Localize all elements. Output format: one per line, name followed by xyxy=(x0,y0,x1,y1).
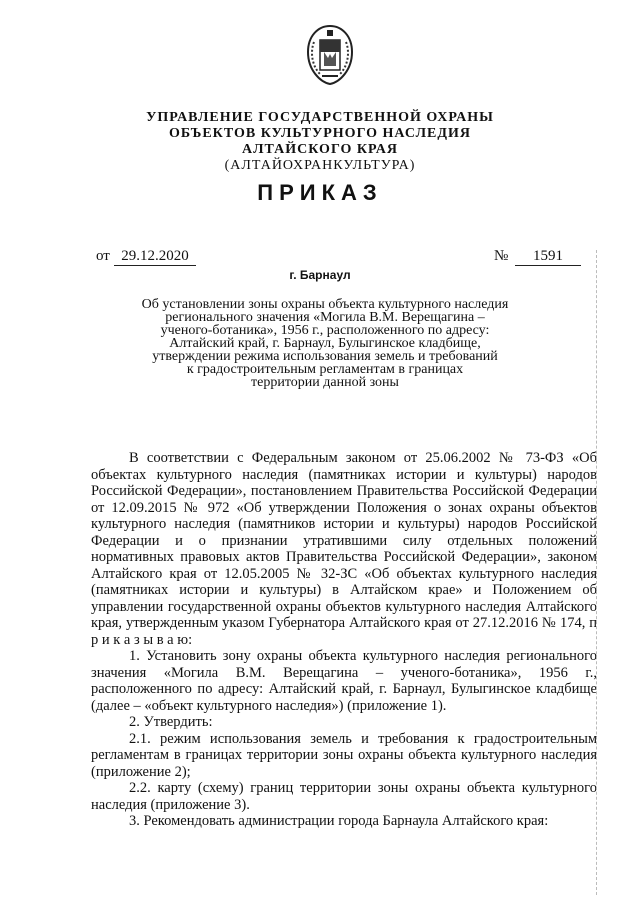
header-line-4: (АЛТАЙОХРАНКУЛЬТУРА) xyxy=(224,158,416,173)
number-label: № xyxy=(494,248,509,264)
document-number: 1591 xyxy=(515,248,581,266)
coat-of-arms-emblem xyxy=(300,22,360,88)
date-from-label: от xyxy=(96,248,110,264)
body-paragraph: 2.1. режим использования земель и требования к градостроительным регламентам в границах территории зоны охраны объекта культурного наследия (приложение 2); xyxy=(91,730,597,780)
subject-line: Алтайский край, г. Барнаул, Булыгинское кладбище, xyxy=(169,336,481,351)
city-label: г. Барнаул xyxy=(289,268,351,282)
subject-line: Об установлении зоны охраны объекта культурного наследия xyxy=(141,297,509,312)
document-type-title: ПРИКАЗ xyxy=(257,180,383,205)
scan-fold-line xyxy=(596,250,597,895)
body-paragraph: 2. Утвердить: xyxy=(129,714,213,730)
body-paragraph: 2.2. карту (схему) границ территории зоны охраны объекта культурного наследия (приложение 3). xyxy=(91,780,597,813)
body-paragraph: В соответствии с Федеральным законом от 25.06.2002 № 73-ФЗ «Об объектах культурного наследия (памятниках истории и культуры) народов Российской Федерации», постановлением Правительства Российской Федерации от 12.09.2015 № 972 «Об утверждении Положения о зонах охраны объектов культурного наследия (памятников истории и культуры) народов Российской Федерации и о признании утратившими силу отдельных положений нормативных правовых актов Правительства Российской Федерации», законом Алтайского края от 12.05.2005 № 32-ЗС «Об объектах культурного наследия (памятниках истории и культуры) в Алтайском крае» и Положением об управлении государственной охраны объектов культурного наследия Алтайского края, утвержденным указом Губернатора Алтайского края от 27.12.2016 № 174, п р и к а з ы в а ю: xyxy=(91,450,597,648)
subject-line: утверждении режима использования земель и требований xyxy=(152,349,498,364)
subject-line: ученого-ботаника», 1956 г., расположенного по адресу: xyxy=(160,323,490,338)
subject-line: к градостроительным регламентам в границах xyxy=(186,362,464,377)
date-number-row xyxy=(0,248,640,270)
document-body xyxy=(91,450,597,830)
subject-line: регионального значения «Могила В.М. Верещагина – xyxy=(165,310,485,325)
header-line-2: ОБЪЕКТОВ КУЛЬТУРНОГО НАСЛЕДИЯ xyxy=(169,126,471,141)
document-date: 29.12.2020 xyxy=(114,248,196,266)
body-paragraph: 3. Рекомендовать администрации города Барнаула Алтайского края: xyxy=(129,813,549,829)
header-line-3: АЛТАЙСКОГО КРАЯ xyxy=(241,142,399,157)
subject-line: территории данной зоны xyxy=(251,375,399,390)
body-paragraph: 1. Установить зону охраны объекта культурного наследия регионального значения «Могила В.М. Верещагина – ученого-ботаника», 1956 г., расположенного по адресу: Алтайский край, г. Барнаул, Булыгинское кладбище (далее – «объект культурного наследия») (приложение 1). xyxy=(91,648,597,714)
document-subject xyxy=(120,298,530,389)
header-line-1: УПРАВЛЕНИЕ ГОСУДАРСТВЕННОЙ ОХРАНЫ xyxy=(146,110,494,125)
